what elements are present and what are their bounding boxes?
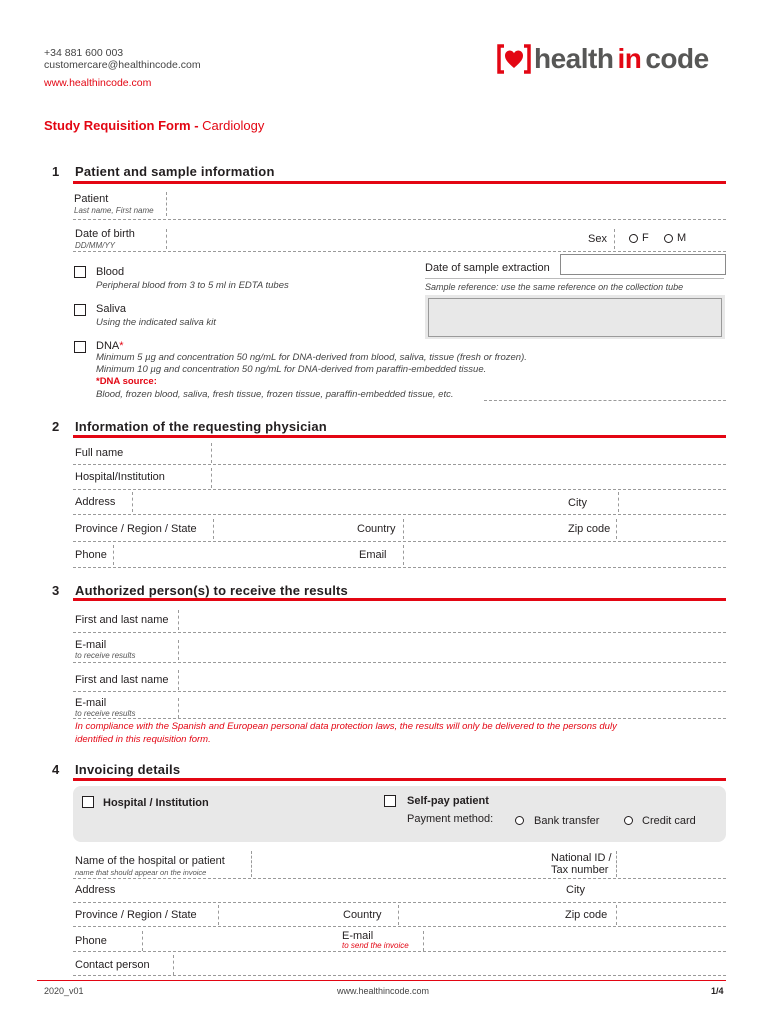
zip-label: Zip code [568, 523, 611, 535]
separator [398, 905, 399, 925]
invoice-email-label: E-mail [342, 930, 374, 942]
credit-card-radio[interactable] [624, 816, 633, 825]
invoice-country-field[interactable] [401, 905, 561, 925]
extraction-label: Date of sample extraction [425, 262, 550, 274]
separator [616, 851, 617, 877]
form-title-specialty: Cardiology [202, 118, 265, 133]
patient-hint: Last name, First name [74, 206, 154, 215]
section-2-number: 2 [52, 419, 60, 434]
row-divider [73, 541, 726, 542]
dob-label: Date of birth [75, 228, 135, 240]
section-1-number: 1 [52, 164, 60, 179]
separator [178, 670, 179, 690]
blood-note: Peripheral blood from 3 to 5 ml in EDTA tubes [96, 280, 289, 291]
hospital-invoice-label: Hospital / Institution [103, 797, 209, 809]
email-label: Email [359, 549, 387, 561]
healthincode-logo [497, 42, 709, 76]
row-divider [73, 718, 726, 719]
form-title [44, 118, 264, 133]
separator [614, 229, 615, 249]
row-divider [73, 632, 726, 633]
compliance-note-2: identified in this requisition form. [75, 734, 211, 745]
sample-ref-note: Sample reference: use the same reference on the collection tube [425, 282, 684, 292]
row-divider [73, 514, 726, 515]
website-link[interactable]: www.healthincode.com [44, 77, 152, 89]
invoice-name-hint: name that should appear on the invoice [75, 868, 207, 877]
invoice-address-label: Address [75, 884, 116, 896]
invoice-province-field[interactable] [221, 905, 337, 925]
logo-word-code: code [645, 43, 709, 74]
section-1-divider [73, 181, 726, 184]
hospital-invoice-checkbox[interactable] [82, 796, 94, 808]
patient-label: Patient [74, 193, 109, 205]
saliva-label: Saliva [96, 303, 126, 315]
logo-word-in: in [617, 43, 642, 74]
invoice-address-field[interactable] [130, 880, 550, 900]
separator [251, 851, 252, 877]
full-name-label: Full name [75, 447, 124, 459]
full-name-field[interactable] [214, 443, 726, 463]
saliva-note: Using the indicated saliva kit [96, 317, 216, 328]
footer-website[interactable]: www.healthincode.com [337, 986, 430, 996]
footer-divider [37, 980, 726, 981]
first-last-name-1-label: First and last name [75, 614, 169, 626]
hospital-label: Hospital/Institution [75, 471, 165, 483]
national-id-field[interactable] [619, 851, 726, 877]
separator [403, 545, 404, 565]
invoice-email-field[interactable] [426, 931, 726, 951]
result-email-1-label: E-mail [75, 639, 107, 651]
footer-page-number: 1/4 [711, 986, 724, 996]
separator [423, 931, 424, 951]
section-1-title: Patient and sample information [75, 164, 275, 179]
sample-ref-field[interactable] [428, 298, 722, 337]
dob-field[interactable] [170, 229, 390, 249]
separator [616, 519, 617, 539]
separator [173, 955, 174, 975]
invoice-type-panel [73, 786, 726, 842]
dna-star: * [119, 340, 124, 352]
sex-f-label: F [642, 232, 649, 244]
heart-bracket-icon [497, 44, 531, 74]
separator [211, 443, 212, 463]
result-email-2-hint: to receive results [75, 709, 136, 718]
divider [425, 278, 724, 279]
province-label: Province / Region / State [75, 523, 197, 535]
invoice-name-label: Name of the hospital or patient [75, 855, 225, 867]
national-id-label-1: National ID / [551, 852, 612, 864]
row-divider [73, 464, 726, 465]
separator [213, 519, 214, 539]
row-divider [73, 251, 726, 252]
invoice-email-hint: to send the invoice [342, 941, 409, 950]
row-divider [73, 489, 726, 490]
contact-email[interactable]: customercare@healthincode.com [44, 59, 201, 71]
separator [403, 519, 404, 539]
national-id-label-2: Tax number [551, 864, 609, 876]
logo-word-health: health [534, 43, 614, 74]
selfpay-checkbox[interactable] [384, 795, 396, 807]
sex-f-radio[interactable] [629, 234, 638, 243]
invoice-province-label: Province / Region / State [75, 909, 197, 921]
first-last-name-1-field[interactable] [181, 610, 726, 630]
patient-name-field[interactable] [170, 192, 726, 216]
city-label: City [568, 497, 587, 509]
result-email-2-label: E-mail [75, 697, 107, 709]
dna-source-field[interactable] [484, 400, 726, 401]
sex-m-label: M [677, 232, 687, 244]
invoice-phone-label: Phone [75, 935, 107, 947]
dna-source-label: *DNA source: [96, 376, 157, 387]
separator [618, 492, 619, 512]
address-field[interactable] [135, 492, 565, 512]
blood-label: Blood [96, 266, 125, 278]
section-4-number: 4 [52, 762, 60, 777]
dna-note-1: Minimum 5 µg and concentration 50 ng/mL for DNA-derived from blood, saliva, tissue (fresh or frozen). [96, 352, 527, 363]
invoice-name-field[interactable] [254, 851, 544, 877]
address-label: Address [75, 496, 116, 508]
bank-transfer-radio[interactable] [515, 816, 524, 825]
dna-note-2: Minimum 10 µg and concentration 50 ng/mL for DNA-derived from paraffin-embedded tissue. [96, 364, 487, 375]
separator [178, 640, 179, 660]
country-field[interactable] [406, 519, 564, 539]
result-email-1-hint: to receive results [75, 651, 136, 660]
city-field[interactable] [621, 492, 726, 512]
payment-method-label: Payment method: [407, 813, 494, 825]
extraction-date-field[interactable] [560, 254, 726, 275]
footer-version: 2020_v01 [44, 986, 84, 996]
section-4-title: Invoicing details [75, 762, 181, 777]
zip-field[interactable] [619, 519, 726, 539]
separator [113, 545, 114, 565]
email-field[interactable] [406, 545, 726, 565]
credit-card-label: Credit card [642, 815, 696, 827]
section-3-divider [73, 598, 726, 601]
row-divider [73, 219, 726, 220]
dna-label: DNA [96, 340, 120, 352]
row-divider [73, 902, 726, 903]
separator [211, 468, 212, 488]
saliva-checkbox[interactable] [74, 304, 86, 316]
separator [166, 229, 167, 249]
result-email-1-field[interactable] [181, 640, 726, 660]
section-2-divider [73, 435, 726, 438]
section-4-divider [73, 778, 726, 781]
invoice-city-field[interactable] [596, 880, 726, 900]
separator [178, 610, 179, 630]
invoice-zip-field[interactable] [619, 905, 726, 925]
row-divider [73, 926, 726, 927]
contact-person-field[interactable] [176, 955, 726, 975]
province-field[interactable] [216, 519, 354, 539]
phone-field[interactable] [116, 545, 354, 565]
contact-phone: +34 881 600 003 [44, 47, 124, 59]
separator [166, 192, 167, 216]
first-last-name-2-label: First and last name [75, 674, 169, 686]
row-divider [73, 951, 726, 952]
hospital-field[interactable] [214, 468, 726, 488]
dna-checkbox[interactable] [74, 341, 86, 353]
separator [616, 905, 617, 925]
blood-checkbox[interactable] [74, 266, 86, 278]
section-3-number: 3 [52, 583, 60, 598]
separator [132, 492, 133, 512]
invoice-city-label: City [566, 884, 585, 896]
dna-label-wrap [96, 340, 124, 352]
contact-person-label: Contact person [75, 959, 150, 971]
section-3-title: Authorized person(s) to receive the results [75, 583, 348, 598]
form-title-main: Study Requisition Form - [44, 118, 203, 133]
separator [178, 698, 179, 718]
first-last-name-2-field[interactable] [181, 670, 726, 690]
row-divider [73, 878, 726, 879]
dob-hint: DD/MM/YY [75, 241, 115, 250]
invoice-phone-field[interactable] [145, 931, 335, 951]
row-divider [73, 975, 726, 976]
invoice-country-label: Country [343, 909, 382, 921]
separator [218, 905, 219, 925]
sex-label: Sex [588, 233, 607, 245]
phone-label: Phone [75, 549, 107, 561]
bank-transfer-label: Bank transfer [534, 815, 600, 827]
sex-m-radio[interactable] [664, 234, 673, 243]
result-email-2-field[interactable] [181, 698, 726, 718]
row-divider [73, 691, 726, 692]
row-divider [73, 567, 726, 568]
dna-source-note: Blood, frozen blood, saliva, fresh tissue, frozen tissue, paraffin-embedded tissue, etc. [96, 389, 454, 400]
separator [142, 931, 143, 951]
selfpay-label: Self-pay patient [407, 795, 489, 807]
compliance-note-1: In compliance with the Spanish and European personal data protection laws, the results will only be delivered to the persons duly [75, 721, 617, 732]
section-2-title: Information of the requesting physician [75, 419, 327, 434]
invoice-zip-label: Zip code [565, 909, 608, 921]
country-label: Country [357, 523, 396, 535]
row-divider [73, 662, 726, 663]
